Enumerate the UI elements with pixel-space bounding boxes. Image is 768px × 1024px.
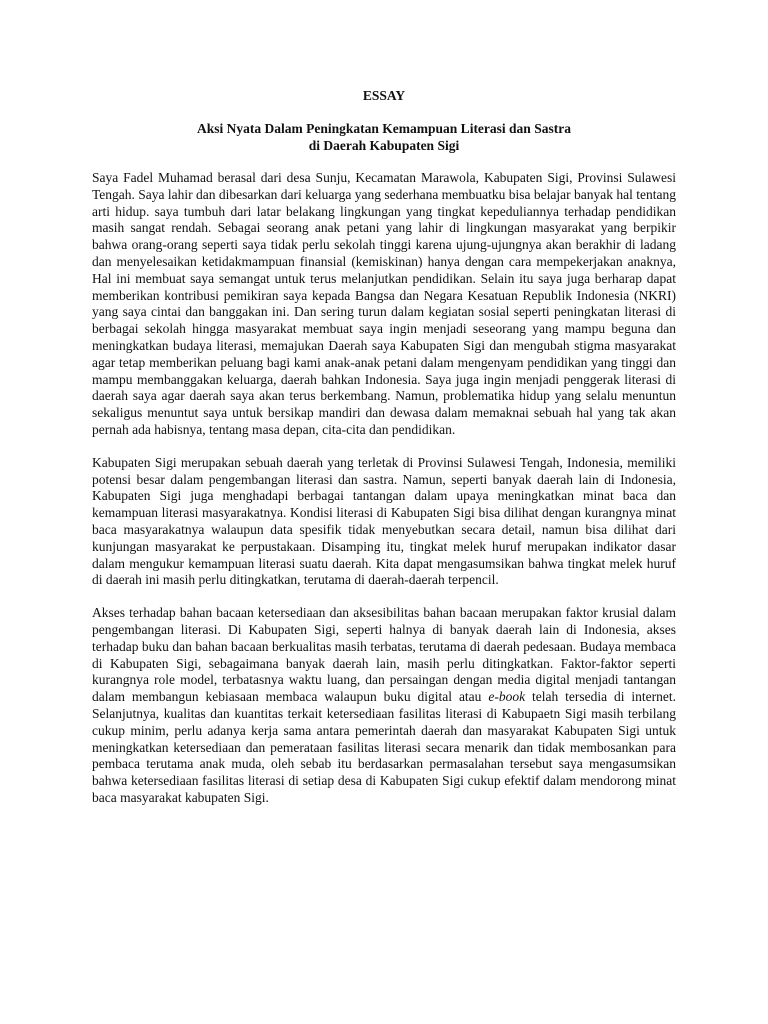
essay-heading: ESSAY <box>362 88 406 103</box>
paragraph-3-part-2: telah tersedia di internet. Selanjutnya, kualitas dan kuantitas terkait ketersediaan fasilitas literasi di Kabupaetn Sigi masih terbilang cukup minim, perlu adanya kerja sama antara pemerintah daerah dan masyarakat Kabupaten Sigi untuk meningkatkan ketersediaan dan pemerataan fasilitas literasi secara menarik dan tidak membosankan para pembaca terutama anak muda, oleh sebab itu berdasarkan permasalahan tersebut saya mengasumsikan bahwa ketersediaan fasilitas literasi di setiap desa di Kabupaten Sigi cukup efektif dalam mendorong minat baca masyarakat kabupaten Sigi. <box>92 689 676 805</box>
ebook-term: e-book <box>488 689 526 705</box>
paragraph-3-part-1: Akses terhadap bahan bacaan ketersediaan dan aksesibilitas bahan bacaan merupakan faktor krusial dalam pengembangan literasi. Di Kabupaten Sigi, seperti halnya di banyak daerah lain di Indonesia, akses terhadap buku dan bahan bacaan berkualitas masih terbatas, terutama di daerah pedesaan. Budaya membaca di Kabupaten Sigi, sebagaimana banyak daerah lain, masih perlu ditingkatkan. Faktor-faktor seperti kurangnya role model, terbatasnya waktu luang, dan persaingan dengan media digital menjadi tantangan dalam membangun kebiasaan membaca walaupun buku digital atau <box>92 605 676 705</box>
essay-title <box>92 120 676 154</box>
paragraph-3 <box>92 605 676 807</box>
paragraph-2: Kabupaten Sigi merupakan sebuah daerah yang terletak di Provinsi Sulawesi Tengah, Indonesia, memiliki potensi besar dalam pengembangan literasi dan sastra. Namun, seperti banyak daerah lain di Indonesia, Kabupaten Sigi juga menghadapi berbagai tantangan dalam upaya meningkatkan minat baca dan kemampuan literasi masyarakatnya. Kondisi literasi di Kabupaten Sigi bisa dilihat dengan kurangnya minat baca masyarakatnya walaupun data spesifik tidak menyebutkan secara detail, namun bisa dilihat dari kunjungan masyarakat ke perpustakaan. Disamping itu, tingkat melek huruf merupakan indikator dasar dalam mengukur kemampuan literasi suatu daerah. Kita dapat mengasumsikan bahwa tingkat melek huruf di daerah ini masih perlu ditingkatkan, terutama di daerah-daerah terpencil. <box>92 454 676 588</box>
paragraph-1: Saya Fadel Muhamad berasal dari desa Sunju, Kecamatan Marawola, Kabupaten Sigi, Provinsi Sulawesi Tengah. Saya lahir dan dibesarkan dari keluarga yang sederhana membuatku bisa belajar banyak hal tentang arti hidup. saya tumbuh dari latar belakang lingkungan yang tingkat kepeduliannya terhadap pendidikan masih sangat rendah. Sebagai seorang anak petani yang lahir di lingkungan masyarakat yang berpikir bahwa orang-orang seperti saya tidak perlu sekolah tinggi karena ujung-ujungnya akan berakhir di ladang dan menyelesaikan ketidakmampuan finansial (kemiskinan) hanya dengan cara mempekerjakan anaknya, Hal ini membuat saya semangat untuk terus melanjutkan pendidikan. Selain itu saya juga berharap dapat memberikan kontribusi pemikiran saya kepada Bangsa dan Negara Kesatuan Republik Indonesia (NKRI) yang saya cintai dan banggakan ini. Dan sering turun dalam kegiatan sosial seperti peningkatan literasi di berbagai sekolah hingga masyarakat membuat saya ingin menjadi seseorang yang mampu beguna dan meningkatkan budaya literasi, memajukan Daerah saya Kabupaten Sigi dan mengubah stigma masyarakat agar tetap memberikan peluang bagi kami anak-anak petani dalam mengenyam pendidikan yang tinggi dan mampu membanggakan keluarga, daerah bahkan Indonesia. Saya juga ingin menjadi penggerak literasi di daerah saya agar daerah saya akan terus berkembang. Namun, problematika hidup yang selalu menuntun sekaligus menuntut saya untuk bersikap mandiri dan dewasa dalam memaknai sebuah hal yang tak akan pernah ada habisnya, tentang masa depan, cita-cita dan pendidikan. <box>92 170 676 437</box>
essay-title-line-2: di Daerah Kabupaten Sigi <box>308 138 460 153</box>
essay-title-line-1: Aksi Nyata Dalam Peningkatan Kemampuan Literasi dan Sastra <box>197 121 571 136</box>
